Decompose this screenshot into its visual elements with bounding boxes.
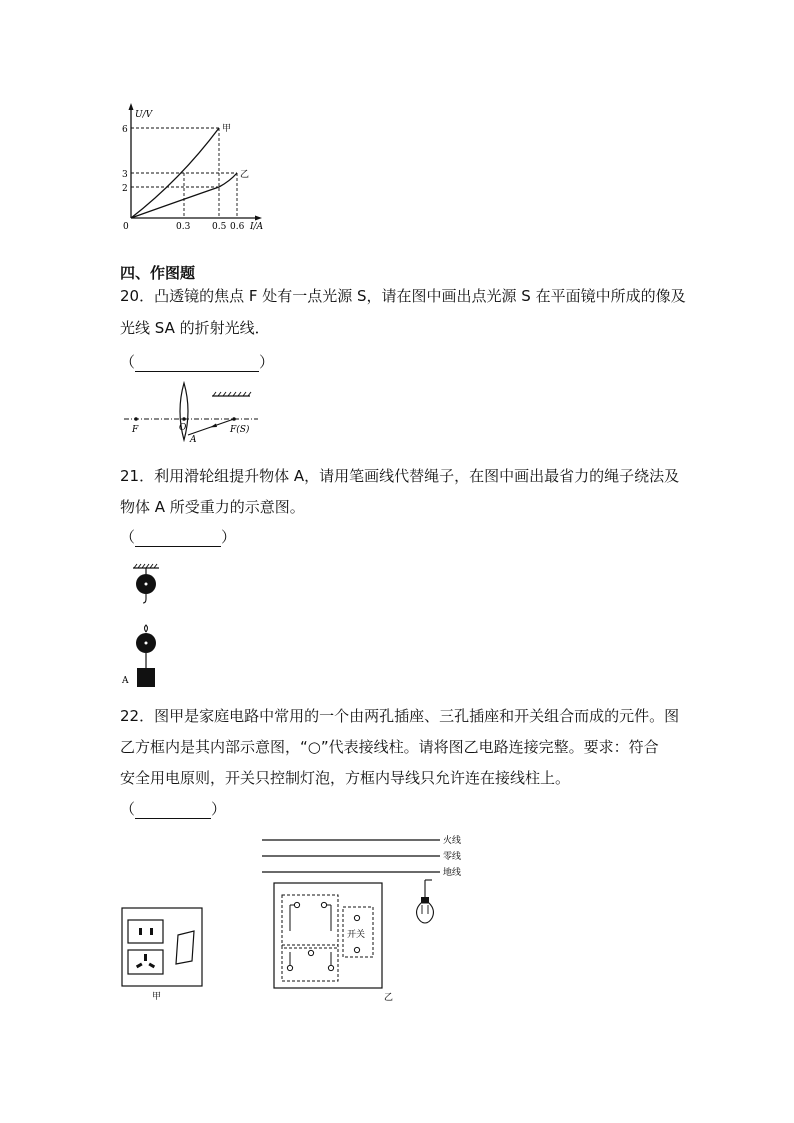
x-axis-arrow [255,216,262,221]
switch-label: 开关 [347,930,366,940]
lens-diagram [118,380,258,442]
q22-line1: 22．图甲是家庭电路中常用的一个由两孔插座、三孔插座和开关组合而成的元件。图 [120,707,680,725]
fixed-pulley-hook [143,594,146,603]
optical-center-point [182,417,186,421]
object-a-block [137,668,155,687]
blank-close: ） [221,528,237,546]
q20-answer-blank[interactable] [120,351,274,372]
label-F: F [132,425,139,435]
blank-open: （ [120,528,136,546]
x-tick-0.5: 0.5 [212,222,227,232]
q20-line1: 20．凸透镜的焦点 F 处有一点光源 S，请在图中画出点光源 S 在平面镜中所成的像及 [120,287,686,305]
blank-open: （ [120,353,136,371]
y-axis-arrow [129,103,134,110]
live-wire-label: 火线 [443,836,462,846]
terminal-post [354,947,359,952]
q21-line2: 物体 A 所受重力的示意图。 [120,498,305,516]
movable-pulley-axle [145,642,148,645]
terminal-post [308,950,313,955]
socket-slot [144,954,147,961]
terminal-post [354,915,359,920]
x-axis-label: I/A [250,222,264,232]
y-tick-2: 2 [122,184,128,194]
light-bulb [417,903,434,923]
terminal-post [328,965,333,970]
socket-panel-figure [118,900,210,1004]
socket-slot [139,928,142,935]
y-tick-6: 6 [122,125,128,135]
neutral-wire-label: 零线 [443,852,462,862]
label-A: A [190,435,197,442]
socket-slot [136,963,143,969]
blank-close: ） [211,800,227,818]
two-hole-socket [128,920,163,943]
fixed-pulley-axle [145,583,148,586]
q22-answer-blank[interactable] [120,798,226,819]
terminal-post [287,965,292,970]
ray-arrow [210,424,217,428]
q21-line1: 21．利用滑轮组提升物体 A，请用笔画线代替绳子，在图中画出最省力的绳子绕法及 [120,467,680,485]
label-object-a: A [122,676,129,686]
curve-jia-label: 甲 [222,124,232,134]
curve-jia [131,128,219,218]
terminal-post [321,902,326,907]
label-FS: F(S) [230,425,250,435]
wiring-diagram [258,830,470,1005]
socket-slot [150,928,153,935]
terminal-post [294,902,299,907]
socket-slot [148,963,155,969]
x-tick-0.6: 0.6 [230,222,245,232]
y-axis-label: U/V [135,110,153,120]
u-i-graph [118,100,278,235]
pulley-diagram [118,562,168,690]
figure-jia-label: 甲 [152,992,162,1002]
three-hole-socket [128,950,163,974]
component-box [274,883,382,988]
figure-yi-label: 乙 [384,993,394,1003]
q20-line2: 光线 SA 的折射光线． [120,319,270,337]
blank-close: ） [259,353,275,371]
label-O: O [179,423,187,433]
q22-line3: 安全用电原则，开关只控制灯泡，方框内导线只允许连在接线柱上。 [120,769,571,787]
y-tick-3: 3 [122,170,128,180]
x-tick-0.3: 0.3 [176,222,191,232]
focus-left-point [134,417,138,421]
q21-answer-blank[interactable] [120,526,236,547]
movable-pulley-hook [145,625,148,632]
switch-rocker [176,931,194,964]
curve-yi-label: 乙 [240,170,250,180]
section-title: 四、作图题 [120,264,196,282]
origin-label: 0 [123,222,129,232]
ground-wire-label: 地线 [443,868,462,878]
blank-open: （ [120,800,136,818]
bulb-filament [422,905,428,914]
q22-line2: 乙方框内是其内部示意图，“○”代表接线柱。请将图乙电路连接完整。要求：符合 [120,738,659,756]
lamp-socket [421,897,429,903]
